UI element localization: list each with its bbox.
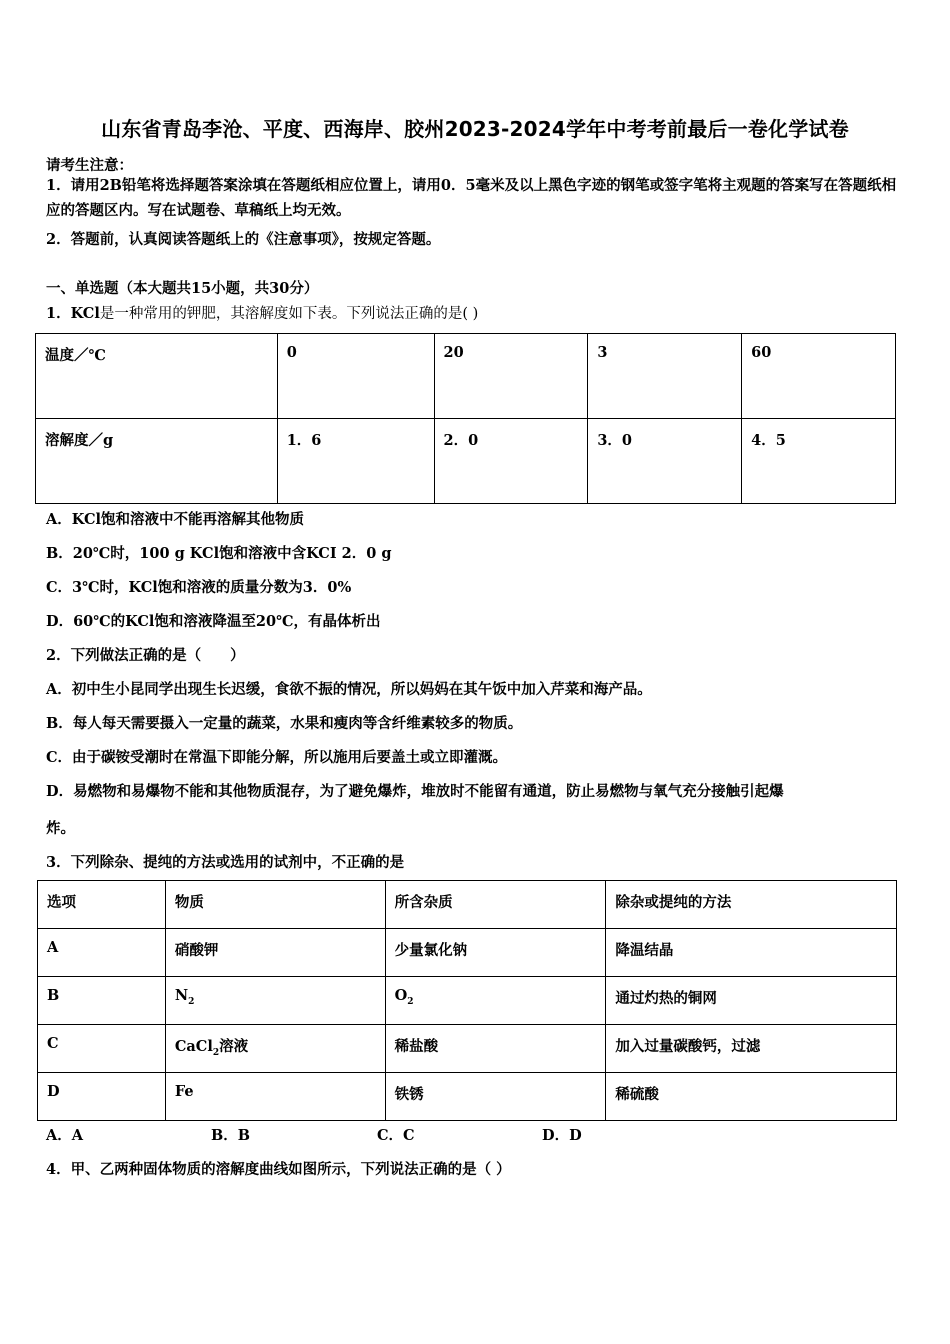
q1-stem-text: 是一种常用的钾肥，其溶解度如下表。下列说法正确的是( ) — [99, 306, 479, 322]
table-row — [38, 1073, 897, 1121]
table-cell: $N_2$ — [165, 977, 385, 1025]
q2-option-c: C．由于碳铵受潮时在常温下即能分解，所以施用后要盖土或立即灌溉。 — [46, 749, 508, 766]
q1-number: 1． — [46, 305, 71, 322]
table-cell: 2．0 — [434, 419, 588, 504]
table-cell: 稀盐酸 — [385, 1025, 606, 1073]
solubility-table — [35, 333, 896, 504]
table-cell: 4．5 — [742, 419, 896, 504]
table-row — [38, 977, 897, 1025]
table-cell: 3．0 — [588, 419, 742, 504]
purification-table — [37, 880, 897, 1121]
question-4-stem: 4．甲、乙两种固体物质的溶解度曲线如图所示，下列说法正确的是（ ） — [46, 1161, 511, 1178]
table-cell: 硝酸钾 — [165, 929, 385, 977]
table-cell: 通过灼热的铜网 — [606, 977, 897, 1025]
table-cell: 降温结晶 — [606, 929, 897, 977]
table-cell: 1．6 — [277, 419, 434, 504]
q1-option-b: B．20℃时，100 g KCl饱和溶液中含KCI 2．0 g — [46, 545, 392, 562]
q3-answer-b: B．B — [211, 1127, 251, 1144]
section-heading: 一、单选题（本大题共15小题，共30分） — [46, 280, 319, 297]
q2-option-d-cont: 炸。 — [46, 820, 75, 837]
notice-item-1: 1．请用2B铅笔将选择题答案涂填在答题纸相应位置上，请用0．5毫米及以上黑色字迹的钢笔或签字笔将主观题的答案写在答题纸相应的答题区内。写在试题卷、草稿纸上均无效。 — [46, 177, 897, 219]
q1-option-c: C．3℃时，KCl饱和溶液的质量分数为3．0% — [46, 579, 352, 596]
question-2-stem: 2．下列做法正确的是（ ） — [46, 647, 245, 664]
table-cell: C — [38, 1025, 166, 1073]
question-3-stem: 3．下列除杂、提纯的方法或选用的试剂中，不正确的是 — [46, 854, 405, 871]
table-cell: D — [38, 1073, 166, 1121]
table-cell: 60 — [742, 334, 896, 419]
q2-option-a: A．初中生小昆同学出现生长迟缓，食欲不振的情况，所以妈妈在其午饭中加入芹菜和海产品。 — [46, 681, 652, 698]
q2-option-d: D．易燃物和易爆物不能和其他物质混存，为了避免爆炸，堆放时不能留有通道，防止易燃物与氧气充分接触引起爆 — [46, 783, 784, 800]
table-cell: $O_2$ — [385, 977, 606, 1025]
q1-kcl: KCl — [70, 305, 100, 322]
table-cell: A — [38, 929, 166, 977]
table-cell: 稀硫酸 — [606, 1073, 897, 1121]
notice-item-2: 2．答题前，认真阅读答题纸上的《注意事项》，按规定答题。 — [46, 231, 441, 248]
table-header: 物质 — [165, 881, 385, 929]
table-cell: B — [38, 977, 166, 1025]
table-cell: 溶解度／g — [36, 419, 278, 504]
table-cell: Fe — [165, 1073, 385, 1121]
table-row — [38, 881, 897, 929]
table-cell: 0 — [277, 334, 434, 419]
table-cell: 少量氯化钠 — [385, 929, 606, 977]
table-cell: CaCl$_2$溶液 — [165, 1025, 385, 1073]
q1-option-d: D．60℃的KCl饱和溶液降温至20℃，有晶体析出 — [46, 613, 381, 630]
q1-option-a: A．KCl饱和溶液中不能再溶解其他物质 — [46, 511, 305, 528]
table-cell: 20 — [434, 334, 588, 419]
table-header: 所含杂质 — [385, 881, 606, 929]
q3-answer-d: D．D — [542, 1127, 582, 1144]
notice-heading: 请考生注意： — [46, 157, 133, 174]
page-title: 山东省青岛李沧、平度、西海岸、胶州2023-2024学年中考考前最后一卷化学试卷 — [101, 117, 849, 141]
q2-option-b: B．每人每天需要摄入一定量的蔬菜，水果和瘦肉等含纤维素较多的物质。 — [46, 715, 523, 732]
table-header: 选项 — [38, 881, 166, 929]
table-row — [36, 334, 896, 419]
table-row — [36, 419, 896, 504]
table-row — [38, 929, 897, 977]
table-cell: 3 — [588, 334, 742, 419]
table-row — [38, 1025, 897, 1073]
table-cell: 铁锈 — [385, 1073, 606, 1121]
table-cell: 温度／℃ — [36, 334, 278, 419]
q3-answer-c: C．C — [377, 1127, 415, 1144]
table-cell: 加入过量碳酸钙，过滤 — [606, 1025, 897, 1073]
q3-answer-a: A．A — [46, 1127, 84, 1144]
table-header: 除杂或提纯的方法 — [606, 881, 897, 929]
question-1-stem — [46, 302, 478, 323]
